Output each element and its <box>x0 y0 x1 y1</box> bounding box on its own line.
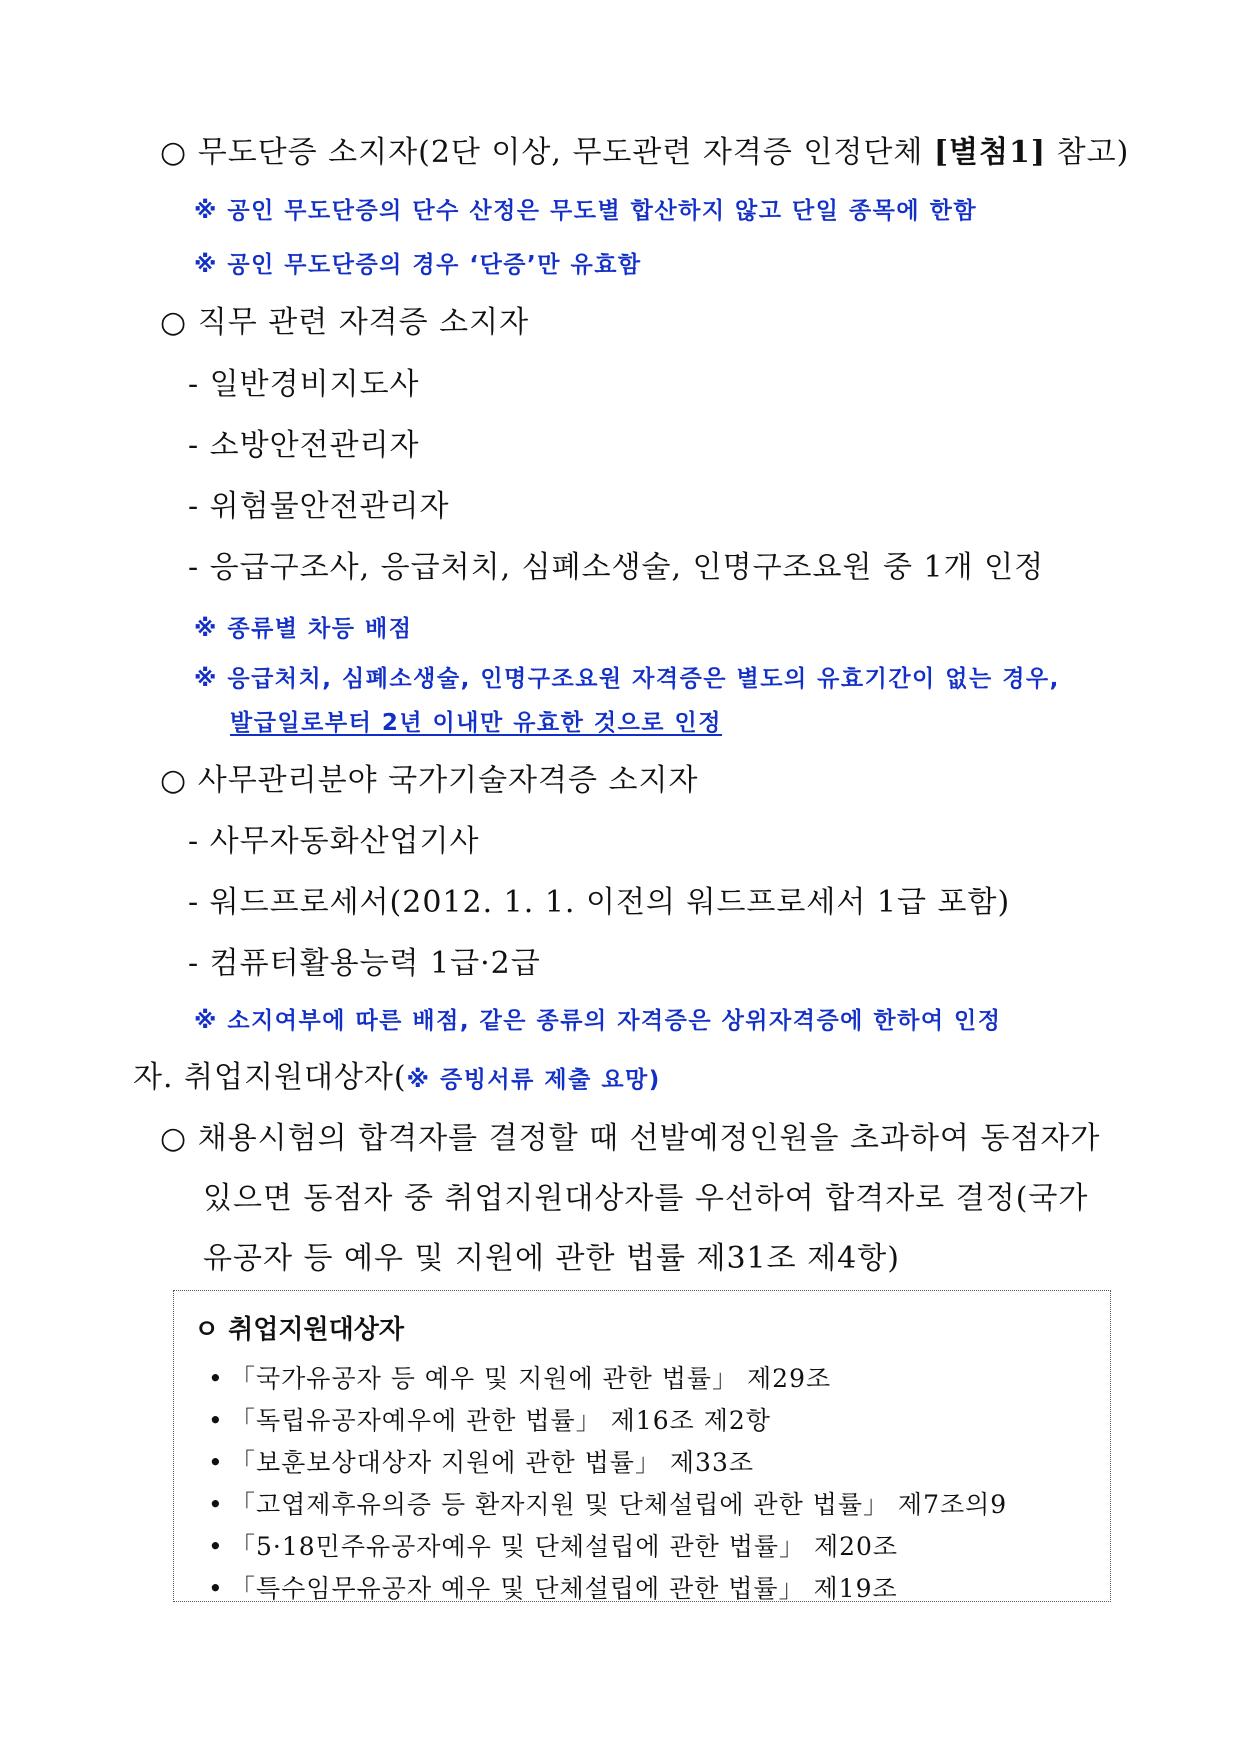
law-reference: 「국가유공자 등 예우 및 지원에 관한 법률」 제29조 <box>230 1364 832 1393</box>
list-item <box>208 1359 831 1395</box>
law-reference: 「고엽제후유의증 등 환자지원 및 단체설립에 관한 법률」 제7조의9 <box>230 1490 1008 1519</box>
bullet-icon: • <box>208 1448 224 1477</box>
section-heading: 자. 취업지원대상자( <box>133 1060 407 1095</box>
list-item <box>208 1485 1007 1521</box>
bullet-icon: • <box>208 1406 224 1435</box>
section-heading-employment-support <box>133 1060 661 1095</box>
law-reference: 「특수임무유공자 예우 및 단체설립에 관한 법률」 제19조 <box>230 1574 898 1603</box>
note-martial-arts-count: ※ 공인 무도단증의 단수 산정은 무도별 합산하지 않고 단일 종목에 한함 <box>194 198 978 224</box>
bullet-icon: • <box>208 1532 224 1561</box>
law-reference: 「보훈보상대상자 지원에 관한 법률」 제33조 <box>230 1448 755 1477</box>
sub-item: - 사무자동화산업기사 <box>188 824 480 859</box>
list-item <box>208 1569 898 1605</box>
attachment-reference: [별첨1] <box>933 135 1047 170</box>
sub-item: - 위험물안전관리자 <box>188 489 450 524</box>
section-heading-note: ※ 증빙서류 제출 요망) <box>406 1067 661 1093</box>
list-item <box>208 1401 771 1437</box>
paragraph-line: ○ 채용시험의 합격자를 결정할 때 선발예정인원을 초과하여 동점자가 <box>160 1121 1101 1156</box>
note-martial-arts-valid: ※ 공인 무도단증의 경우 ‘단증’만 유효함 <box>194 252 642 278</box>
item-text: ○ 무도단증 소지자(2단 이상, 무도관련 자격증 인정단체 <box>160 135 934 170</box>
list-item <box>208 1443 754 1479</box>
list-item-office-certificate: ○ 사무관리분야 국가기술자격증 소지자 <box>160 763 699 798</box>
sub-item: - 소방안전관리자 <box>188 428 420 463</box>
box-title: ㅇ 취업지원대상자 <box>194 1315 404 1345</box>
note-score-by-type: ※ 종류별 차등 배점 <box>194 616 413 642</box>
sub-item: - 워드프로세서(2012. 1. 1. 이전의 워드프로세서 1급 포함) <box>188 885 1011 920</box>
sub-item: - 일반경비지도사 <box>188 367 420 402</box>
bullet-icon: • <box>208 1364 224 1393</box>
note-validity-line1: ※ 응급처치, 심폐소생술, 인명구조요원 자격증은 별도의 유효기간이 없는 경우, <box>194 666 1060 692</box>
employment-support-target-box <box>173 1290 1111 1602</box>
list-item-job-certificate: ○ 직무 관련 자격증 소지자 <box>160 305 530 340</box>
bullet-icon: • <box>208 1490 224 1519</box>
law-reference: 「5·18민주유공자예우 및 단체설립에 관한 법률」 제20조 <box>230 1532 899 1561</box>
paragraph-line: 있으면 동점자 중 취업지원대상자를 우선하여 합격자로 결정(국가 <box>203 1181 1089 1216</box>
sub-item: - 응급구조사, 응급처치, 심폐소생술, 인명구조요원 중 1개 인정 <box>188 550 1045 585</box>
paragraph-line: 유공자 등 예우 및 지원에 관한 법률 제31조 제4항) <box>203 1241 900 1276</box>
note-validity-line2: 발급일로부터 2년 이내만 유효한 것으로 인정 <box>230 710 722 736</box>
law-reference: 「독립유공자예우에 관한 법률」 제16조 제2항 <box>230 1406 771 1435</box>
note-higher-certificate: ※ 소지여부에 따른 배점, 같은 종류의 자격증은 상위자격증에 한하여 인정 <box>194 1008 1002 1034</box>
list-item-martial-arts <box>160 135 1130 170</box>
sub-item: - 컴퓨터활용능력 1급·2급 <box>188 946 541 981</box>
list-item <box>208 1527 898 1563</box>
item-text-suffix: 참고) <box>1046 135 1130 170</box>
bullet-icon: • <box>208 1574 224 1603</box>
